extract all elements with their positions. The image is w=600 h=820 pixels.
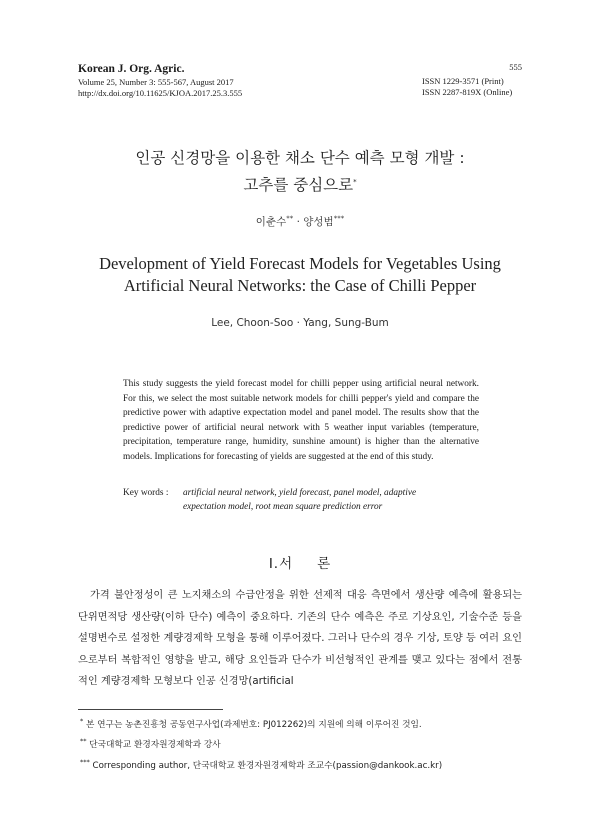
issn-online: ISSN 2287-819X (Online)	[422, 87, 513, 97]
footnote-3-text: Corresponding author, 단국대학교 환경자원경제학과 조교수(passion@dankook.ac.kr)	[92, 760, 443, 771]
body-paragraph: 가격 불안정성이 큰 노지채소의 수급안정을 위한 선제적 대응 측면에서 생산량 예측에 활용되는 단위면적당 생산량(이하 단수) 예측이 중요하다. 기존의 단수 예측은 주로 기상요인, 기술수준 등을 설명변수로 설정한 계량경제학 모형을 통해 이루어졌다. 그러나 단수의 경우 기상, 토양 등 여러 요인으로부터 복합적인 영향을 받고, 해당 요인들과 단수가 비선형적인 관계를 맺고 있다는 점에서 전통적인 계량경제학 모형보다 인공 신경망(artificial	[78, 590, 522, 687]
footnote-1-mark: *	[80, 717, 84, 725]
author1-mark: **	[286, 214, 294, 223]
doi-link[interactable]: http://dx.doi.org/10.11625/KJOA.2017.25.3.555	[78, 88, 243, 98]
section-title-part1: 서	[279, 556, 294, 572]
section-title-part2: 론	[317, 556, 332, 572]
issn-header	[422, 62, 522, 98]
korean-title	[0, 146, 600, 197]
korean-authors	[0, 214, 600, 229]
author2-ko: 양성범	[303, 216, 334, 228]
journal-name: Korean J. Org. Agric.	[78, 63, 185, 75]
english-title	[0, 253, 600, 297]
footnote-1-text: 본 연구는 농촌진흥청 공동연구사업(과제번호: PJ012262)의 지원에 의해 이루어진 것임.	[86, 719, 422, 730]
page-number: 555	[509, 62, 522, 72]
footnote-2-text: 단국대학교 환경자원경제학과 강사	[89, 740, 221, 751]
abstract: This study suggests the yield forecast model for chilli pepper using artificial neural network. For this, we select the most suitable network models for chilli pepper's yield and compare the predictive power with adaptive expectation model and panel model. The results show that the predictive power of artificial neural network with 5 weather input variables (temperature, precipitation, temperature range, humidity, sunshine amount) is higher than the alternative models. Implications for forecasting of yields are suggested at the end of this study.	[123, 379, 479, 462]
author2-mark: ***	[333, 214, 345, 223]
footnotes	[80, 713, 525, 774]
author-separator: ·	[296, 216, 300, 228]
author1-ko: 이춘수	[255, 216, 287, 228]
footnote-2	[80, 733, 525, 753]
footnote-2-mark: **	[80, 737, 87, 746]
english-authors: Lee, Choon-Soo · Yang, Sung-Bum	[211, 317, 389, 329]
keywords-line1: artificial neural network, yield forecast, panel model, adaptive	[183, 488, 417, 498]
keywords-label: Key words :	[123, 488, 169, 498]
section-heading	[0, 552, 600, 572]
footnote-3-mark: ***	[80, 757, 90, 766]
journal-header	[78, 62, 242, 99]
keywords-line2: expectation model, root mean square prediction error	[183, 501, 383, 512]
footnote-3	[80, 754, 525, 774]
footnote-1	[80, 713, 525, 733]
issn-print: ISSN 1229-3571 (Print)	[422, 76, 504, 86]
english-title-line1: Development of Yield Forecast Models for Vegetables Using	[99, 254, 501, 273]
volume-line: Volume 25, Number 3: 555-567, August 2017	[78, 77, 234, 87]
keywords	[123, 487, 483, 514]
section-number: Ⅰ.	[268, 556, 280, 572]
korean-title-line2: 고추를 중심으로	[243, 176, 354, 195]
title-footnote-mark: *	[353, 178, 357, 186]
body-text	[78, 585, 522, 693]
korean-title-line1: 인공 신경망을 이용한 채소 단수 예측 모형 개발 :	[135, 149, 465, 167]
footnote-divider	[78, 709, 223, 710]
english-title-line2: Artificial Neural Networks: the Case of Chilli Pepper	[123, 276, 477, 295]
